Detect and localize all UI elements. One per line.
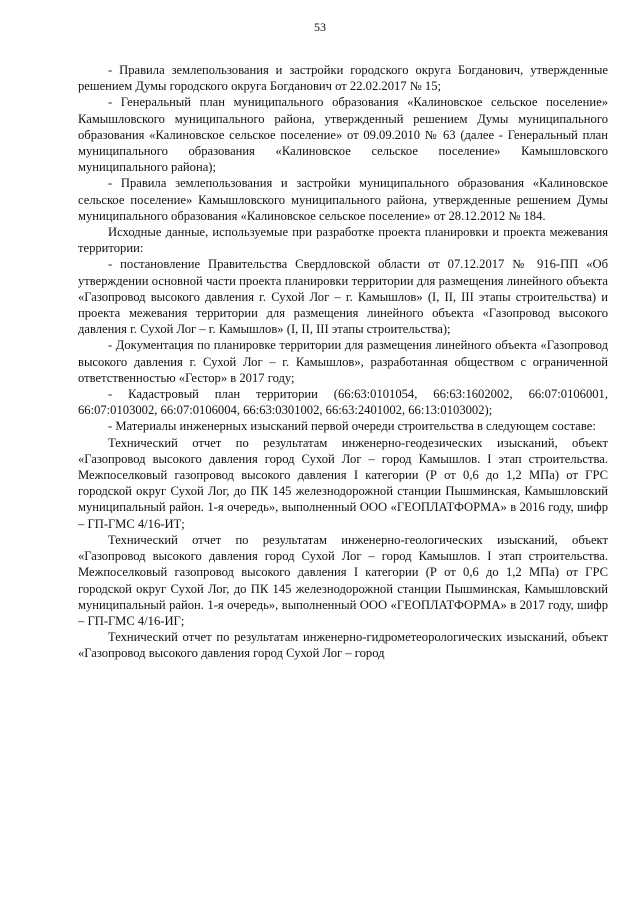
paragraph-pzz-kalinovskoe: - Правила землепользования и застройки муниципального образования «Калиновское сельское поселение» Камышловского муниципального района, утвержденные решением Думы муниципального образования «Калиновское сельское поселение» от 28.12.2012 № 184. xyxy=(78,176,608,223)
paragraph-planning-documentation: - Документация по планировке территории для размещения линейного объекта «Газопровод высокого давления г. Сухой Лог – г. Камышлов», разработанная обществом с ограниченной ответственностью «Гестор» в 2017 году; xyxy=(78,338,608,385)
paragraph-hydromet-report: Технический отчет по результатам инженерно-гидрометеорологических изысканий, объект «Газопровод высокого давления город Сухой Лог – город xyxy=(78,630,608,661)
paragraph-general-plan: - Генеральный план муниципального образования «Калиновское сельское поселение» Камышловского муниципального района, утвержденный решением Думы муниципального образования «Калиновское сельское поселение» от 09.09.2010 № 63 (далее - Генеральный план муниципального образования «Калиновское сельское поселение» Камышловского муниципального района); xyxy=(78,95,608,175)
document-body xyxy=(78,62,608,662)
page-number: 53 xyxy=(314,20,326,34)
paragraph-geological-report: Технический отчет по результатам инженерно-геологических изысканий, объект «Газопровод высокого давления город Сухой Лог – город Камышлов. I этап строительства. Межпоселковый газопровод высокого давления I категории (Р от 0,6 до 1,2 МПа) от ГРС городской округ Сухой Лог, до ПК 145 железнодорожной станции Пышминская, Камышловский муниципальный район. 1-я очередь», выполненный ООО «ГЕОПЛАТФОРМА» в 2017 году, шифр – ГП-ГМС 4/16-ИГ; xyxy=(78,532,608,628)
paragraph-pzz-bogdanovich: - Правила землепользования и застройки городского округа Богданович, утвержденные решением Думы городского округа Богданович от 22.02.2017 № 15; xyxy=(78,63,608,94)
paragraph-government-decree: - постановление Правительства Свердловской области от 07.12.2017 № 916-ПП «Об утверждении основной части проекта планировки территории для размещения линейного объекта «Газопровод высокого давления г. Сухой Лог – г. Камышлов» (I, II, III этапы строительства) и проекта межевания территории для размещения линейного объекта «Газопровод высокого давления г. Сухой Лог – г. Камышлов» (I, II, III этапы строительства); xyxy=(78,257,608,337)
paragraph-cadastral-plan: - Кадастровый план территории (66:63:0101054, 66:63:1602002, 66:07:0106001, 66:07:0103002, 66:07:0106004, 66:63:0301002, 66:63:2401002, 66:13:0103002); xyxy=(78,387,608,418)
paragraph-surveys-intro: - Материалы инженерных изысканий первой очереди строительства в следующем составе: xyxy=(108,419,596,434)
paragraph-source-data-intro: Исходные данные, используемые при разработке проекта планировки и проекта межевания территории: xyxy=(78,225,608,256)
paragraph-geodetic-report: Технический отчет по результатам инженерно-геодезических изысканий, объект «Газопровод высокого давления город Сухой Лог – город Камышлов. I этап строительства. Межпоселковый газопровод высокого давления I категории (Р от 0,6 до 1,2 МПа) от ГРС городской округ Сухой Лог, до ПК 145 железнодорожной станции Пышминская, Камышловский муниципальный район. 1-я очередь», выполненный ООО «ГЕОПЛАТФОРМА» в 2016 году, шифр – ГП-ГМС 4/16-ИТ; xyxy=(78,435,608,531)
